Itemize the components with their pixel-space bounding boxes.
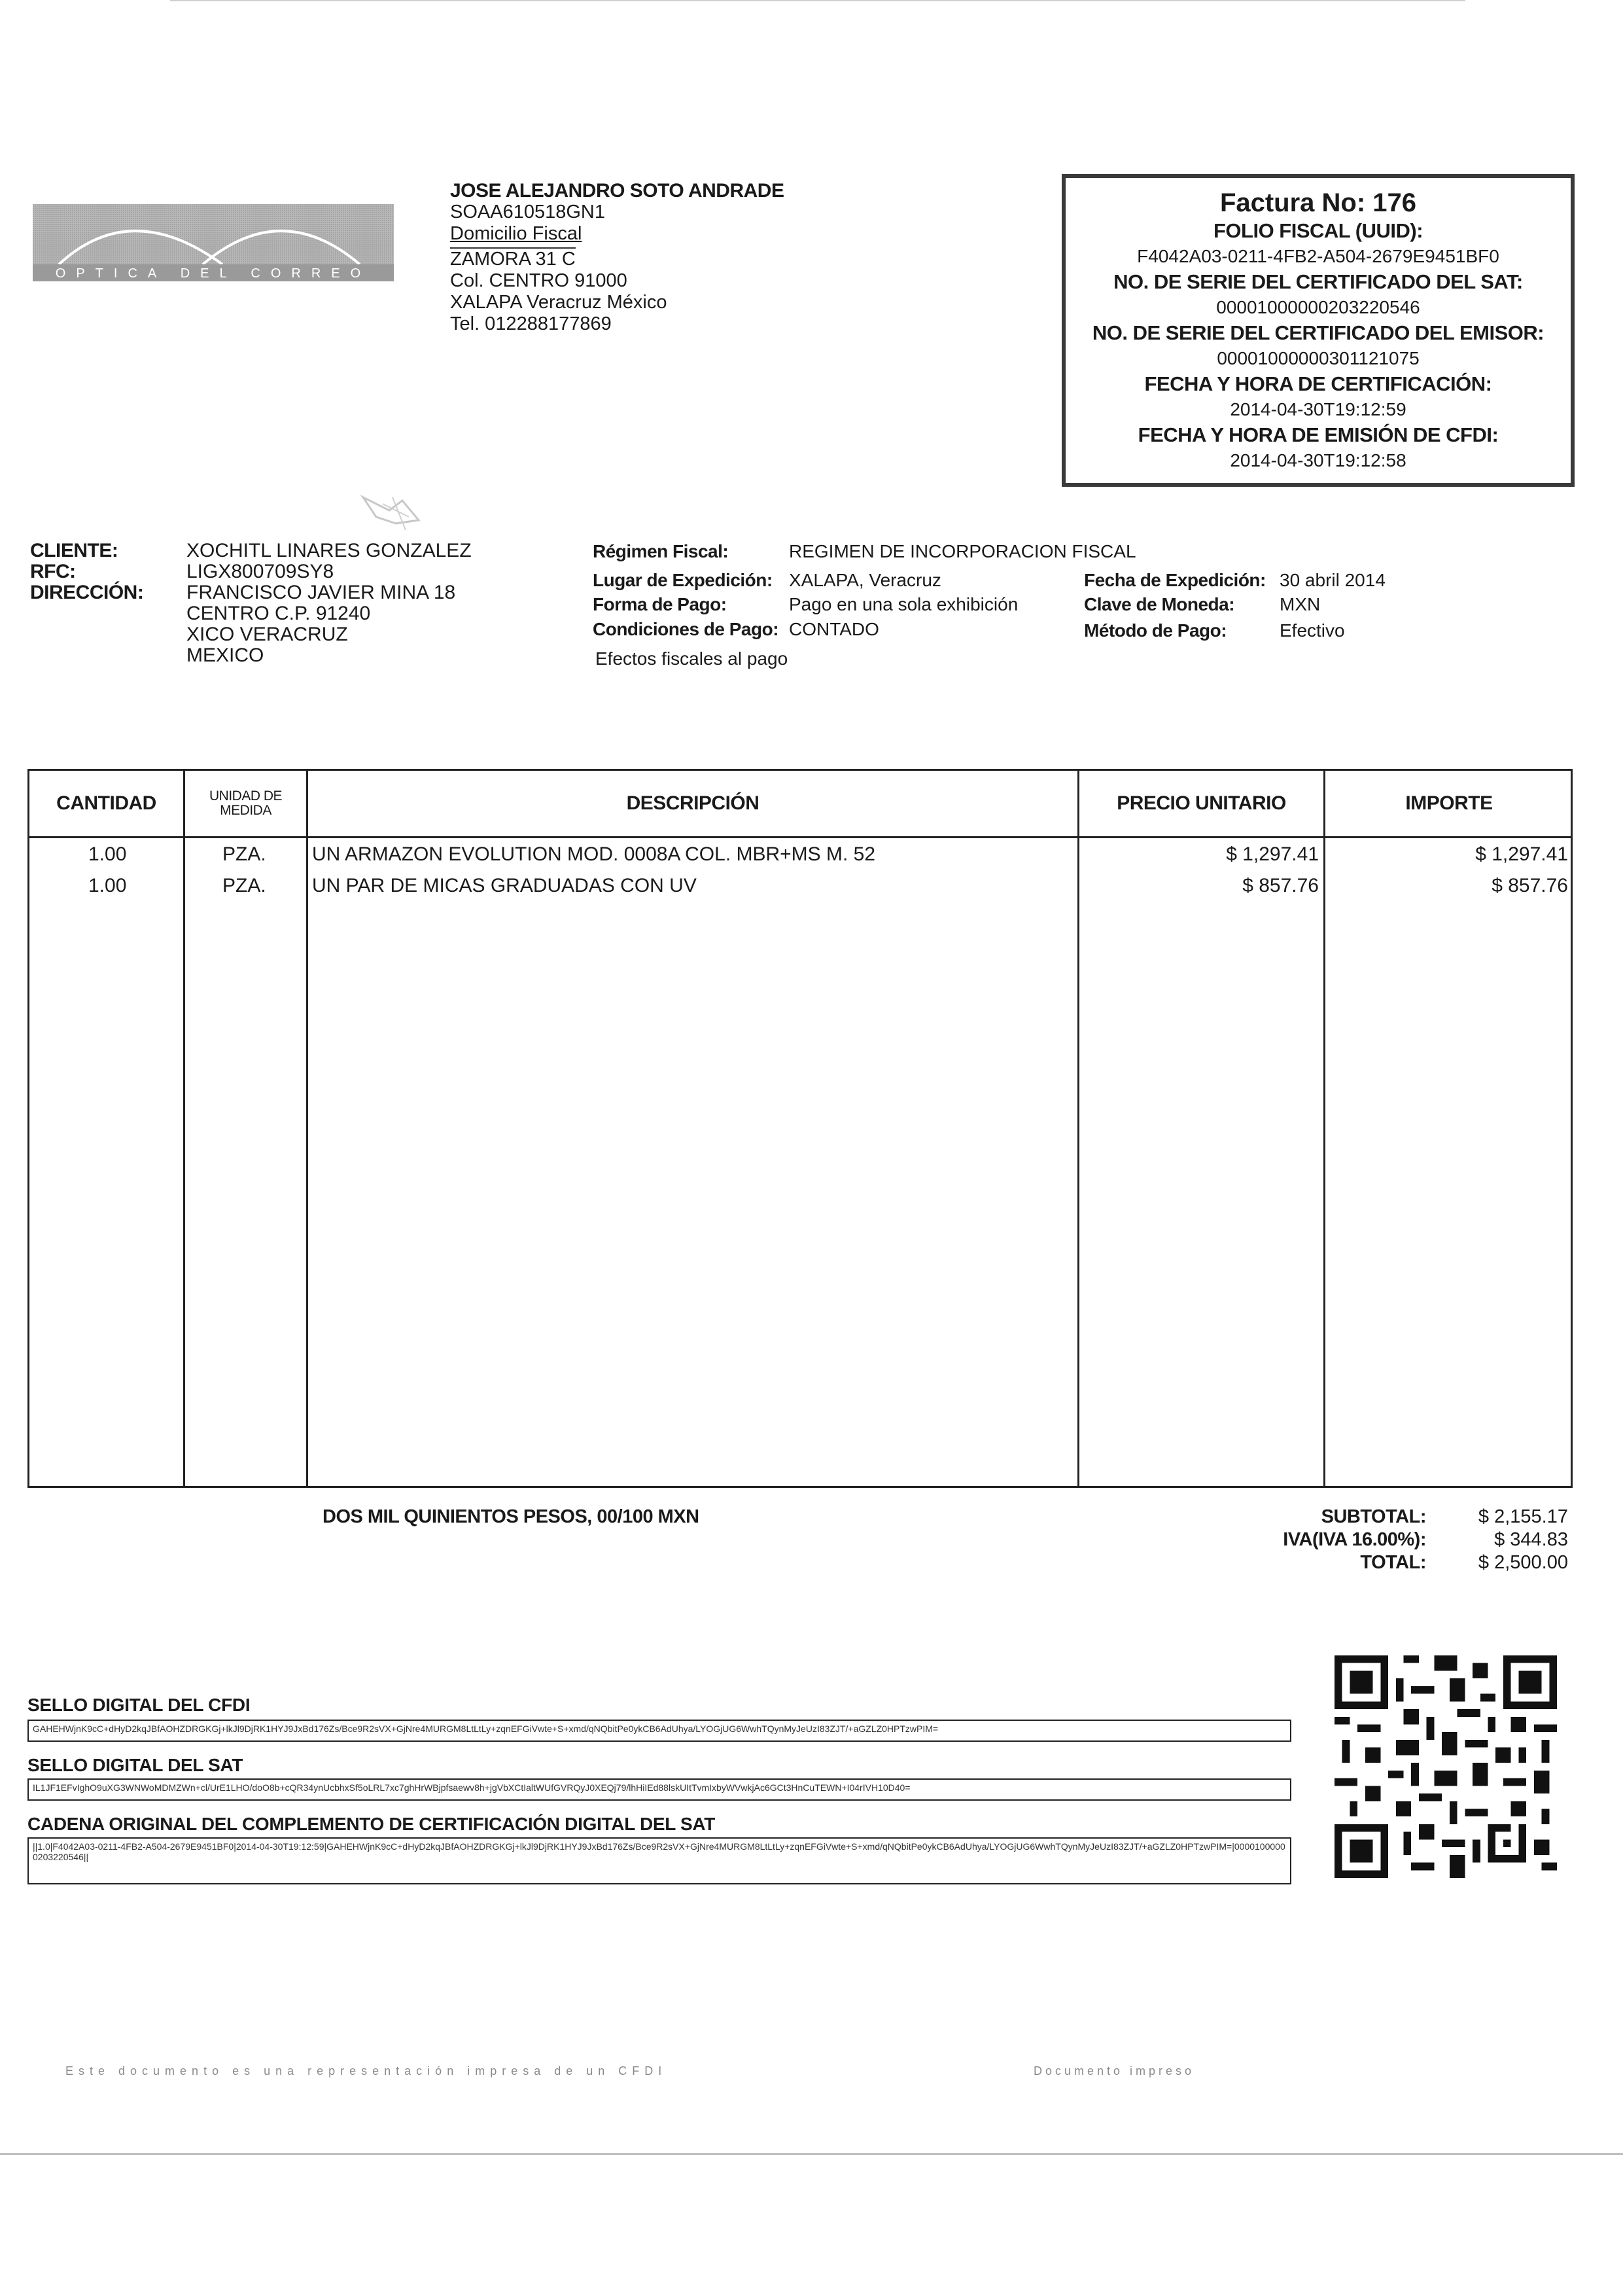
rfc-label: RFC: <box>30 561 76 582</box>
invoice-title: Factura No: 176 <box>1219 188 1417 217</box>
uuid-value: F4042A03-0211-4FB2-A504-2679E9451BF0 <box>1137 246 1499 266</box>
condiciones-label: Condiciones de Pago: <box>593 619 779 639</box>
top-rule <box>170 0 1465 1</box>
iva-label: IVA(IVA 16.00%): <box>1283 1529 1426 1550</box>
issuer-block <box>450 180 784 335</box>
total-value: $ 2,500.00 <box>1478 1552 1568 1573</box>
logo-text: OPTICA DEL CORREO <box>55 266 372 281</box>
row-cantidad: 1.00 <box>88 843 127 865</box>
optica-logo <box>33 204 394 281</box>
row-cantidad: 1.00 <box>88 875 127 896</box>
sello-sat-box: IL1JF1EFvIghO9uXG3WNWoMDMZWn+cl/UrE1LHO/doO8b+cQR34ynUcbhxSf5oLRL7xc7ghHrWBjpfsaewv8h+jgVbXCtIaltWUfGVRQyJ0XEQj79/lhHiIEd88lskUItTvmIxbyWVwkjAc6GCt3HnCuTEWN+I04rIVH10D40= <box>27 1778 1291 1801</box>
cadena-box: ||1.0|F4042A03-0211-4FB2-A504-2679E9451BF0|2014-04-30T19:12:59|GAHEHWjnK9cC+dHyD2kqJBfAOHZDRGKGj+lkJl9DjRK1HYJ9JxBd176Zs/Bce9R2sVX+GjNre4MURGM8LtLtLy+zqnEFGiVwte+S+xmd/qNQbitPe0ykCB6AdUhya/LYOGjUG6WwhTQynMyJeUzI83ZJT/+aGZLZ0HPTzwPIM=|00001000000203220546|| <box>27 1837 1291 1884</box>
table-row <box>29 839 1571 870</box>
uuid-label: FOLIO FISCAL (UUID): <box>1213 219 1423 242</box>
moneda-label: Clave de Moneda: <box>1084 594 1235 614</box>
row-precio: $ 1,297.41 <box>1226 843 1319 865</box>
issuer-rfc: SOAA610518GN1 <box>450 202 605 222</box>
iva-value: $ 344.83 <box>1494 1529 1568 1550</box>
amount-in-words: DOS MIL QUINIENTOS PESOS, 00/100 MXN <box>323 1506 699 1527</box>
sello-cfdi-box: GAHEHWjnK9cC+dHyD2kqJBfAOHZDRGKGj+lkJl9DjRK1HYJ9JxBd176Zs/Bce9R2sVX+GjNre4MURGM8LtLtLy+zqnEFGiVwte+S+xmd/qNQbitPe0ykCB6AdUhya/LYOGjUG6WwhTQynMyJeUzI83ZJT/+aGZLZ0HPTzwPIM= <box>27 1720 1291 1742</box>
client-rfc: LIGX800709SY8 <box>186 561 334 582</box>
footer-right-text: Documento impreso <box>1034 2064 1195 2077</box>
forma-value: Pago en una sola exhibición <box>789 594 1019 614</box>
client-name: XOCHITL LINARES GONZALEZ <box>186 540 472 561</box>
total-label: TOTAL: <box>1360 1552 1426 1573</box>
qr-code <box>1335 1655 1557 1878</box>
domicilio-label: Domicilio Fiscal <box>450 223 582 244</box>
emisor-cert-label: NO. DE SERIE DEL CERTIFICADO DEL EMISOR: <box>1092 321 1544 344</box>
header-precio: PRECIO UNITARIO <box>1117 792 1286 814</box>
header-unidad-line2: MEDIDA <box>220 803 271 818</box>
client-labels <box>30 540 143 603</box>
sat-cert-value: 00001000000203220546 <box>1216 297 1420 317</box>
footer-rule <box>0 2153 1623 2155</box>
regimen-value: REGIMEN DE INCORPORACION FISCAL <box>789 541 1136 561</box>
row-importe: $ 857.76 <box>1492 875 1568 896</box>
row-precio: $ 857.76 <box>1242 875 1319 896</box>
fecha-value: 30 abril 2014 <box>1280 570 1386 590</box>
row-unidad: PZA. <box>222 875 266 896</box>
client-label: CLIENTE: <box>30 540 118 561</box>
client-address-2: CENTRO C.P. 91240 <box>186 603 371 624</box>
direccion-label: DIRECCIÓN: <box>30 582 144 603</box>
header-descripcion: DESCRIPCIÓN <box>626 792 759 814</box>
client-values <box>186 540 472 666</box>
cert-date-label: FECHA Y HORA DE CERTIFICACIÓN: <box>1144 372 1492 395</box>
client-address-1: FRANCISCO JAVIER MINA 18 <box>186 582 456 603</box>
lugar-value: XALAPA, Veracruz <box>789 570 941 590</box>
emisor-cert-value: 00001000000301121075 <box>1217 348 1420 368</box>
issuer-colony: Col. CENTRO 91000 <box>450 270 627 291</box>
emission-date-label: FECHA Y HORA DE EMISIÓN DE CFDI: <box>1138 423 1499 446</box>
invoice-info-box <box>1062 174 1575 487</box>
issuer-city: XALAPA Veracruz México <box>450 292 667 313</box>
efectos-fiscales: Efectos fiscales al pago <box>595 648 788 669</box>
header-divider <box>29 836 1571 838</box>
cadena-label: CADENA ORIGINAL DEL COMPLEMENTO DE CERTIFICACIÓN DIGITAL DEL SAT <box>27 1814 716 1834</box>
stamp-mark <box>357 484 435 537</box>
metodo-label: Método de Pago: <box>1084 620 1227 641</box>
items-table <box>27 769 1573 1488</box>
forma-label: Forma de Pago: <box>593 594 727 614</box>
moneda-value: MXN <box>1280 594 1321 614</box>
row-importe: $ 1,297.41 <box>1475 843 1568 865</box>
client-address-4: MEXICO <box>186 645 264 666</box>
header-unidad <box>185 771 306 836</box>
header-unidad-line1: UNIDAD DE <box>209 788 282 804</box>
subtotal-value: $ 2,155.17 <box>1478 1506 1568 1527</box>
table-row <box>29 870 1571 902</box>
lugar-label: Lugar de Expedición: <box>593 570 773 590</box>
condiciones-value: CONTADO <box>789 619 879 639</box>
header-importe: IMPORTE <box>1405 792 1493 814</box>
sat-cert-label: NO. DE SERIE DEL CERTIFICADO DEL SAT: <box>1113 270 1523 293</box>
subtotal-label: SUBTOTAL: <box>1321 1506 1426 1527</box>
footer-left-text: Este documento es una representación impresa de un CFDI <box>65 2064 667 2077</box>
emission-date-value: 2014-04-30T19:12:58 <box>1230 450 1406 470</box>
issuer-name: JOSE ALEJANDRO SOTO ANDRADE <box>450 180 784 202</box>
cert-date-value: 2014-04-30T19:12:59 <box>1230 399 1406 419</box>
row-descripcion: UN PAR DE MICAS GRADUADAS CON UV <box>312 875 697 896</box>
fecha-label: Fecha de Expedición: <box>1084 570 1266 590</box>
row-descripcion: UN ARMAZON EVOLUTION MOD. 0008A COL. MBR+MS M. 52 <box>312 843 876 865</box>
sello-cfdi-label: SELLO DIGITAL DEL CFDI <box>27 1695 251 1715</box>
metodo-value: Efectivo <box>1280 620 1345 641</box>
regimen-label: Régimen Fiscal: <box>593 541 729 561</box>
issuer-phone: Tel. 012288177869 <box>450 313 612 334</box>
row-unidad: PZA. <box>222 843 266 865</box>
client-address-3: XICO VERACRUZ <box>186 624 348 645</box>
sello-sat-label: SELLO DIGITAL DEL SAT <box>27 1755 243 1775</box>
issuer-street: ZAMORA 31 C <box>450 249 576 270</box>
header-cantidad: CANTIDAD <box>56 792 156 814</box>
